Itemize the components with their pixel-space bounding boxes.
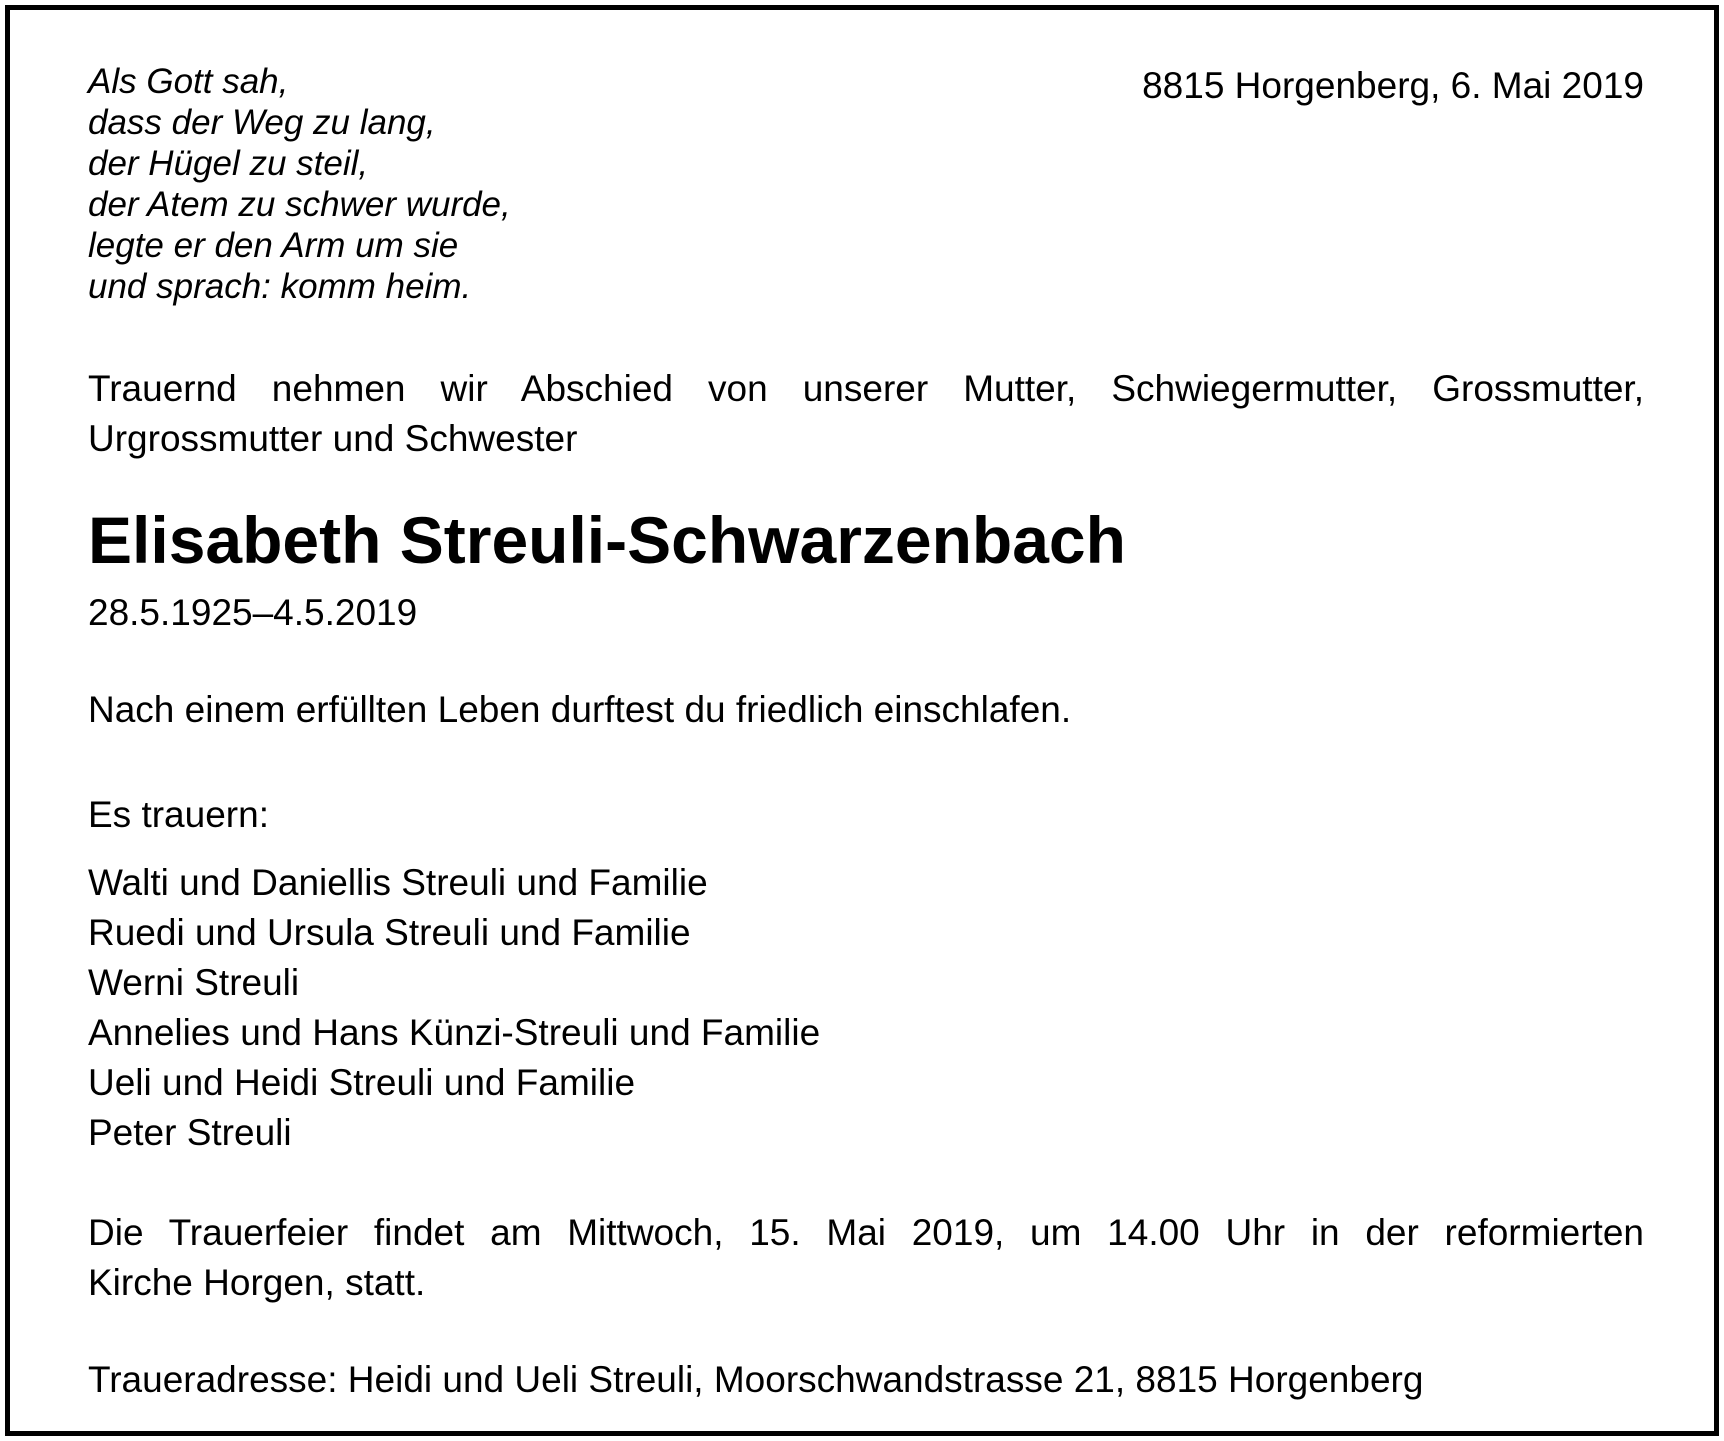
obituary-frame: [5, 5, 1719, 1436]
obituary-content: [88, 10, 1644, 1431]
intro-line: Trauernd nehmen wir Abschied von unserer Mutter, Schwiegermutter, Grossmutter,: [88, 368, 1644, 409]
poem-line: legte er den Arm um sie: [88, 226, 459, 265]
farewell-sentence: Nach einem erfüllten Leben durftest du friedlich einschlafen.: [88, 689, 1072, 730]
poem-line: dass der Weg zu lang,: [88, 103, 436, 142]
mourner-item: Annelies und Hans Künzi-Streuli und Familie: [88, 1012, 821, 1053]
intro-line: Urgrossmutter und Schwester: [88, 418, 578, 459]
mourner-item: Walti und Daniellis Streuli und Familie: [88, 862, 708, 903]
service-line: Die Trauerfeier findet am Mittwoch, 15. Mai 2019, um 14.00 Uhr in der reformierten: [88, 1212, 1644, 1253]
poem-line: Als Gott sah,: [88, 62, 289, 101]
mourner-item: Werni Streuli: [88, 962, 300, 1003]
mourner-item: Peter Streuli: [88, 1112, 292, 1153]
service-info: [88, 1208, 1644, 1308]
mourning-address: Traueradresse: Heidi und Ueli Streuli, Moorschwandstrasse 21, 8815 Horgenberg: [88, 1359, 1424, 1400]
life-dates: 28.5.1925–4.5.2019: [88, 592, 418, 633]
service-line: Kirche Horgen, statt.: [88, 1262, 426, 1303]
poem: [88, 61, 511, 307]
deceased-name: Elisabeth Streuli-Schwarzenbach: [88, 503, 1126, 577]
mourner-item: Ueli und Heidi Streuli und Familie: [88, 1062, 636, 1103]
poem-line: der Hügel zu steil,: [88, 144, 369, 183]
place-date: 8815 Horgenberg, 6. Mai 2019: [1142, 65, 1644, 106]
poem-line: der Atem zu schwer wurde,: [88, 185, 511, 224]
intro-text: [88, 364, 1644, 464]
mourner-item: Ruedi und Ursula Streuli und Familie: [88, 912, 691, 953]
mourners-label: Es trauern:: [88, 794, 269, 835]
mourners-list: [88, 858, 820, 1158]
poem-line: und sprach: komm heim.: [88, 267, 472, 306]
